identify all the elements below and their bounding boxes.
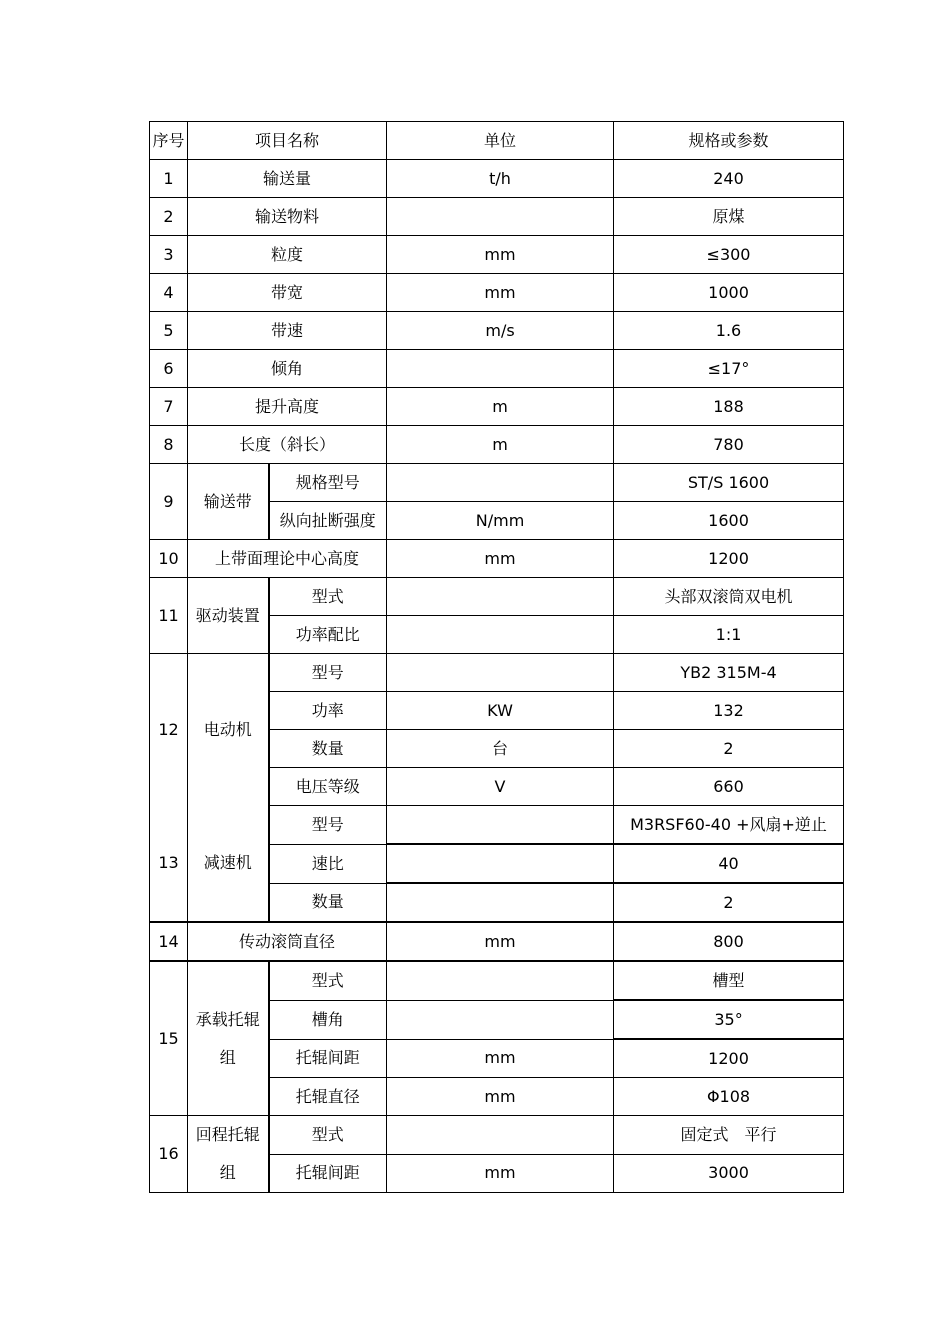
sub-item-name: 型式 — [269, 1116, 387, 1155]
item-name-line-1: 承载托辊 — [195, 1009, 260, 1029]
sub-item-name: 功率 — [269, 692, 387, 730]
unit-cell: mm — [387, 236, 614, 274]
row-number: 3 — [150, 236, 188, 274]
unit-cell — [387, 198, 614, 236]
header-spec: 规格或参数 — [614, 122, 844, 160]
spec-cell: YB2 315M-4 — [614, 654, 844, 692]
row-number: 10 — [150, 540, 188, 578]
unit-cell: N/mm — [387, 502, 614, 540]
sub-item-name: 托辊间距 — [269, 1154, 387, 1193]
spec-cell: 35° — [614, 1000, 844, 1039]
spec-cell: 660 — [614, 768, 844, 806]
spec-cell: 2 — [614, 883, 844, 922]
row-number: 15 — [150, 961, 188, 1116]
spec-cell: 1200 — [614, 540, 844, 578]
item-name: 带宽 — [188, 274, 387, 312]
spec-cell: ≤17° — [614, 350, 844, 388]
row-number: 7 — [150, 388, 188, 426]
unit-cell — [387, 806, 614, 845]
table-row — [150, 388, 844, 426]
parameter-table — [149, 121, 844, 1193]
sub-item-name: 数量 — [269, 883, 387, 922]
sub-item-name: 型号 — [269, 806, 387, 845]
item-name: 长度（斜长） — [188, 426, 387, 464]
row-number: 8 — [150, 426, 188, 464]
spec-cell: 800 — [614, 922, 844, 961]
unit-cell: mm — [387, 540, 614, 578]
item-name: 传动滚筒直径 — [188, 922, 387, 961]
item-name — [188, 1116, 269, 1193]
item-name: 驱动装置 — [188, 578, 269, 654]
spec-cell: Φ108 — [614, 1078, 844, 1116]
sub-item-name: 数量 — [269, 730, 387, 768]
table-row — [150, 464, 844, 502]
unit-cell — [387, 616, 614, 654]
sub-item-name: 托辊直径 — [269, 1078, 387, 1116]
spec-cell: ≤300 — [614, 236, 844, 274]
item-name: 带速 — [188, 312, 387, 350]
item-name: 提升高度 — [188, 388, 387, 426]
spec-cell: 2 — [614, 730, 844, 768]
unit-cell — [387, 350, 614, 388]
row-number: 6 — [150, 350, 188, 388]
unit-cell: mm — [387, 1154, 614, 1193]
table-row — [150, 654, 844, 692]
header-unit: 单位 — [387, 122, 614, 160]
table-row — [150, 160, 844, 198]
spec-cell: 头部双滚筒双电机 — [614, 578, 844, 616]
spec-cell: M3RSF60-40 +风扇+逆止 — [614, 806, 844, 845]
row-number: 16 — [150, 1116, 188, 1193]
spec-cell: 780 — [614, 426, 844, 464]
spec-cell: 1:1 — [614, 616, 844, 654]
spec-cell: 1.6 — [614, 312, 844, 350]
sub-item-name: 槽角 — [269, 1000, 387, 1039]
unit-cell: m — [387, 388, 614, 426]
table-row — [150, 540, 844, 578]
spec-cell: 240 — [614, 160, 844, 198]
table-row — [150, 274, 844, 312]
unit-cell — [387, 1000, 614, 1039]
spec-cell: 188 — [614, 388, 844, 426]
item-name: 电动机 — [188, 654, 269, 806]
sub-item-name: 型式 — [269, 578, 387, 616]
table-row — [150, 426, 844, 464]
item-name: 减速机 — [188, 806, 269, 923]
sub-item-name: 托辊间距 — [269, 1039, 387, 1078]
table-row — [150, 236, 844, 274]
sub-item-name: 电压等级 — [269, 768, 387, 806]
spec-cell: 槽型 — [614, 961, 844, 1000]
unit-cell: mm — [387, 1078, 614, 1116]
row-number: 12 — [150, 654, 188, 806]
unit-cell: m/s — [387, 312, 614, 350]
spec-cell: 132 — [614, 692, 844, 730]
unit-cell: KW — [387, 692, 614, 730]
unit-cell: mm — [387, 1039, 614, 1078]
header-item: 项目名称 — [188, 122, 387, 160]
unit-cell — [387, 578, 614, 616]
row-number: 4 — [150, 274, 188, 312]
unit-cell — [387, 961, 614, 1000]
row-number: 13 — [150, 806, 188, 923]
unit-cell — [387, 883, 614, 922]
sub-item-name: 纵向扯断强度 — [269, 502, 387, 540]
unit-cell: 台 — [387, 730, 614, 768]
item-name-line-1: 回程托辊 — [195, 1125, 260, 1144]
unit-cell: m — [387, 426, 614, 464]
table-row — [150, 312, 844, 350]
row-number: 1 — [150, 160, 188, 198]
row-number: 14 — [150, 922, 188, 961]
sub-item-name: 功率配比 — [269, 616, 387, 654]
table-row — [150, 578, 844, 616]
unit-cell — [387, 1116, 614, 1155]
row-number: 2 — [150, 198, 188, 236]
table-row — [150, 198, 844, 236]
spec-cell: 原煤 — [614, 198, 844, 236]
unit-cell: t/h — [387, 160, 614, 198]
table-header-row — [150, 122, 844, 160]
sub-item-name: 速比 — [269, 844, 387, 883]
item-name: 输送物料 — [188, 198, 387, 236]
row-number: 5 — [150, 312, 188, 350]
row-number: 11 — [150, 578, 188, 654]
table-row — [150, 922, 844, 961]
unit-cell: mm — [387, 922, 614, 961]
sub-item-name: 型式 — [269, 961, 387, 1000]
unit-cell — [387, 464, 614, 502]
item-name-line-2: 组 — [219, 1163, 236, 1182]
spec-cell: ST/S 1600 — [614, 464, 844, 502]
table-row — [150, 1116, 844, 1155]
item-name-line-2: 组 — [219, 1047, 236, 1067]
spec-cell: 1200 — [614, 1039, 844, 1078]
item-name — [188, 961, 269, 1116]
item-name: 倾角 — [188, 350, 387, 388]
unit-cell — [387, 844, 614, 883]
unit-cell: mm — [387, 274, 614, 312]
spec-cell: 固定式 平行 — [614, 1116, 844, 1155]
item-name: 粒度 — [188, 236, 387, 274]
sub-item-name: 规格型号 — [269, 464, 387, 502]
item-name: 上带面理论中心高度 — [188, 540, 387, 578]
item-name: 输送带 — [188, 464, 269, 540]
table-row — [150, 961, 844, 1000]
spec-cell: 1600 — [614, 502, 844, 540]
table-row — [150, 806, 844, 845]
unit-cell — [387, 654, 614, 692]
spec-cell: 1000 — [614, 274, 844, 312]
spec-cell: 3000 — [614, 1154, 844, 1193]
unit-cell: V — [387, 768, 614, 806]
sub-item-name: 型号 — [269, 654, 387, 692]
spec-cell: 40 — [614, 844, 844, 883]
item-name: 输送量 — [188, 160, 387, 198]
table-row — [150, 350, 844, 388]
row-number: 9 — [150, 464, 188, 540]
header-no: 序号 — [150, 122, 188, 160]
